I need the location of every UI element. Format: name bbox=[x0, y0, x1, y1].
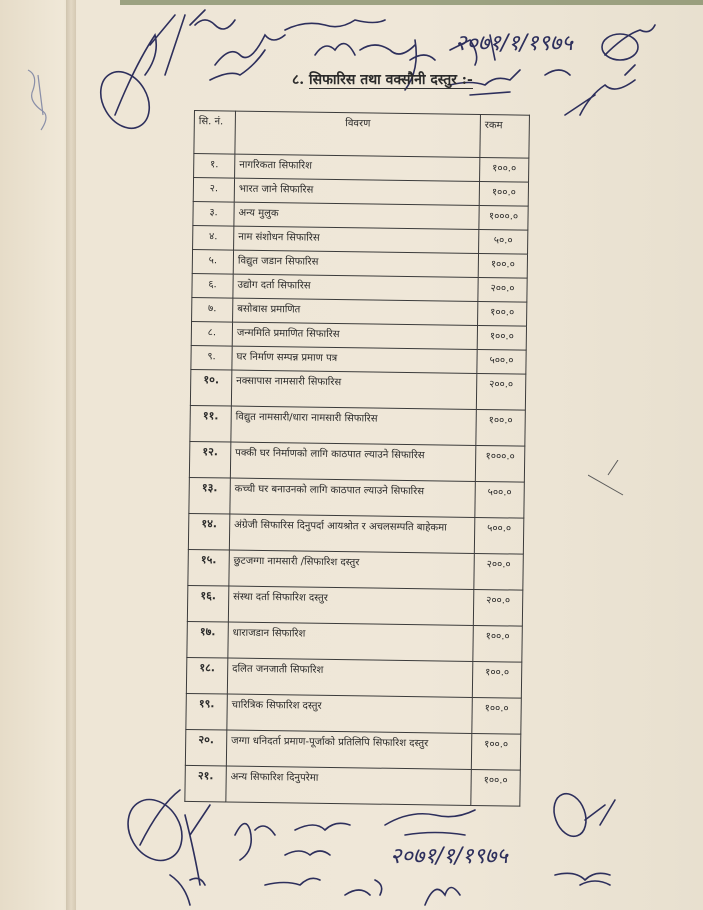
row-sn: ८. bbox=[191, 321, 232, 346]
row-description: पक्की घर निर्माणको लागि काठपात ल्याउने सिफारिस bbox=[230, 442, 475, 481]
row-sn: ११. bbox=[190, 405, 231, 442]
row-amount: १००.० bbox=[473, 625, 522, 662]
row-description: चारित्रिक सिफारिश दस्तुर bbox=[227, 694, 472, 733]
table-row bbox=[187, 621, 522, 662]
table-row bbox=[185, 729, 520, 770]
row-sn: २०. bbox=[185, 729, 226, 766]
row-description: अन्य सिफारिश दिनुपरेमा bbox=[226, 766, 471, 805]
section-number: ८. bbox=[292, 72, 305, 88]
row-description: नागरिकता सिफारिश bbox=[235, 154, 480, 181]
pencil-mark bbox=[588, 460, 648, 530]
svg-text:२०७१/१/१९७५: २०७१/१/१९७५ bbox=[390, 844, 508, 869]
svg-text:२०७१/१/१९७५: २०७१/१/१९७५ bbox=[455, 31, 573, 56]
row-amount: १००.० bbox=[480, 157, 529, 182]
row-sn: ३. bbox=[193, 201, 234, 226]
row-sn: २१. bbox=[185, 765, 226, 802]
row-sn: १९. bbox=[186, 693, 227, 730]
row-amount: १०००.० bbox=[479, 205, 528, 230]
table-row bbox=[190, 369, 525, 410]
table-row bbox=[189, 477, 524, 518]
row-sn: ७. bbox=[192, 297, 233, 322]
header-description: विवरण bbox=[235, 111, 481, 157]
table-row bbox=[186, 693, 521, 734]
row-description: विद्युत नामसारी/धारा नामसारी सिफारिस bbox=[231, 406, 476, 445]
row-sn: ९. bbox=[191, 345, 232, 370]
row-amount: १००.० bbox=[479, 181, 528, 206]
row-description: धाराजडान सिफारिश bbox=[228, 622, 473, 661]
row-sn: ५. bbox=[192, 249, 233, 274]
signature-scribbles-margin bbox=[18, 60, 58, 140]
table-row bbox=[187, 585, 522, 626]
row-amount: १००.० bbox=[472, 697, 521, 734]
row-amount: २००.० bbox=[476, 373, 525, 410]
row-description: विद्युत जडान सिफारिस bbox=[233, 250, 478, 277]
row-description: कच्ची घर बनाउनको लागि काठपात ल्याउने सिफारिस bbox=[230, 478, 475, 517]
table-row bbox=[185, 765, 520, 806]
row-sn: १६. bbox=[187, 585, 228, 622]
row-description: अन्य मुलुक bbox=[234, 202, 479, 229]
row-sn: १३. bbox=[189, 477, 230, 514]
header-amount: रकम bbox=[480, 115, 530, 159]
row-amount: १००.० bbox=[471, 769, 520, 806]
row-description: भारत जाने सिफारिस bbox=[234, 178, 479, 205]
row-amount: १००.० bbox=[472, 661, 521, 698]
row-sn: २. bbox=[193, 178, 234, 203]
row-amount: १००.० bbox=[471, 733, 520, 770]
row-description: जन्ममिति प्रमाणित सिफारिस bbox=[232, 322, 477, 349]
section-title: सिफारिस तथा वक्सौनी दस्तुर :- bbox=[309, 72, 473, 88]
row-amount: १००.० bbox=[476, 409, 525, 446]
row-description: दलित जनजाती सिफारिश bbox=[227, 658, 472, 697]
table-row bbox=[186, 657, 521, 698]
row-sn: १८. bbox=[186, 657, 227, 694]
row-amount: २००.० bbox=[478, 277, 527, 302]
row-amount: १००.० bbox=[478, 253, 527, 278]
row-sn: ४. bbox=[193, 225, 234, 250]
row-sn: १४. bbox=[188, 513, 229, 550]
section-heading bbox=[292, 70, 552, 94]
row-description: जग्गा धनिदर्ता प्रमाण-पूर्जाको प्रतिलिपि सिफारिश दस्तुर bbox=[226, 730, 471, 769]
row-description: संस्था दर्ता सिफारिश दस्तुर bbox=[228, 586, 473, 625]
row-description: घर निर्माण सम्पन्न प्रमाण पत्र bbox=[232, 346, 477, 373]
row-amount: ५०.० bbox=[479, 229, 528, 254]
table-row bbox=[189, 441, 524, 482]
fee-table bbox=[184, 110, 530, 807]
row-sn: १७. bbox=[187, 621, 228, 658]
row-description: नाम संशोधन सिफारिस bbox=[234, 226, 479, 253]
header-sn: सि. नं. bbox=[194, 111, 236, 155]
row-amount: ५००.० bbox=[477, 349, 526, 374]
row-sn: १. bbox=[194, 154, 235, 179]
table-row bbox=[188, 513, 523, 554]
row-amount: ५००.० bbox=[475, 481, 524, 518]
row-sn: १०. bbox=[190, 369, 231, 406]
row-description: नक्सापास नामसारी सिफारिस bbox=[231, 370, 476, 409]
book-gutter bbox=[66, 0, 76, 910]
row-amount: ५००.० bbox=[474, 517, 523, 554]
row-amount: १००.० bbox=[478, 301, 527, 326]
row-description: अंग्रेजी सिफारिस दिनुपर्दा आयश्रोत र अचलसम्पति बाहेकमा bbox=[229, 514, 474, 553]
row-description: उद्योग दर्ता सिफारिस bbox=[233, 274, 478, 301]
table-header-row bbox=[194, 111, 530, 159]
row-amount: १००.० bbox=[477, 325, 526, 350]
row-amount: १०००.० bbox=[475, 445, 524, 482]
row-amount: २००.० bbox=[473, 589, 522, 626]
row-amount: २००.० bbox=[474, 553, 523, 590]
table-row bbox=[190, 405, 525, 446]
row-sn: ६. bbox=[192, 273, 233, 298]
row-sn: १२. bbox=[189, 441, 230, 478]
row-description: बसोबास प्रमाणित bbox=[233, 298, 478, 325]
row-sn: १५. bbox=[188, 549, 229, 586]
row-description: छुटजग्गा नामसारी /सिफारिश दस्तुर bbox=[229, 550, 474, 589]
table-row bbox=[188, 549, 523, 590]
